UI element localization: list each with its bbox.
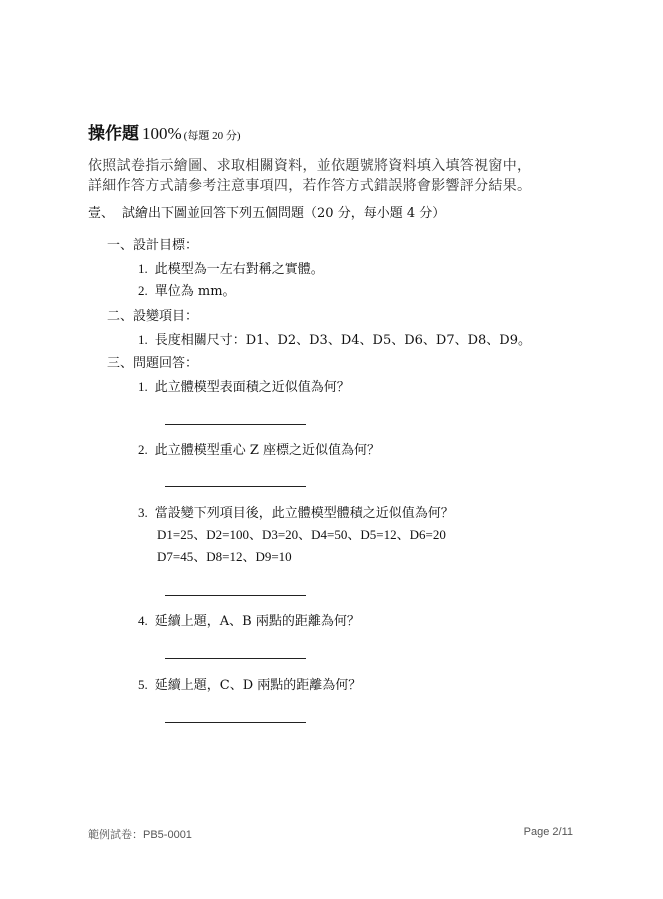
- item-number: 5.: [138, 677, 148, 692]
- change-item-1: [138, 329, 531, 348]
- page-title: [88, 119, 241, 144]
- item-text: 長度相關尺寸：D1、D2、D3、D4、D5、D6、D7、D8、D9。: [154, 333, 531, 348]
- item-text: 延續上題，C、D 兩點的距離為何？: [154, 678, 362, 693]
- design-goal-item-2: [138, 280, 236, 299]
- item-number: 2.: [138, 442, 148, 457]
- item-number: 1.: [138, 261, 148, 276]
- section-answers-heading: 三、問題回答：: [107, 356, 199, 371]
- section-design-goal-heading: 一、設計目標：: [107, 238, 199, 253]
- item-text: 此模型為一左右對稱之實體。: [154, 262, 324, 277]
- answer-blank-2: [165, 486, 306, 487]
- item-text: 當設變下列項目後，此立體模型體積之近似值為何？: [154, 506, 454, 521]
- item-number: 1.: [138, 332, 148, 347]
- section-change-items-heading: 二、設變項目：: [107, 309, 199, 324]
- question-number: 壹、: [88, 206, 115, 221]
- item-number: 4.: [138, 613, 148, 628]
- answer-blank-5: [165, 722, 306, 723]
- answer-question-1: [138, 376, 350, 395]
- title-text: 操作題: [88, 124, 139, 144]
- intro-line-1: 依照試卷指示繪圖、求取相關資料，並依題號將資料填入填答視窗中，: [88, 158, 532, 174]
- footer-page-number: Page 2/11: [523, 826, 573, 838]
- item-number: 2.: [138, 283, 148, 298]
- answer-question-5: [138, 674, 361, 693]
- answer-blank-3: [165, 595, 306, 596]
- item-number: 3.: [138, 505, 148, 520]
- answer-blank-4: [165, 658, 306, 659]
- question-text: 試繪出下圖並回答下列五個問題（20 分，每小題 4 分）: [122, 206, 446, 221]
- item-text: 此立體模型重心 Z 座標之近似值為何？: [154, 443, 381, 458]
- answer-question-3: [138, 502, 454, 521]
- title-score-note: (每題 20 分): [183, 130, 241, 142]
- footer-exam-id: 範例試卷：PB5-0001: [88, 829, 192, 841]
- intro-line-2: 詳細作答方式請參考注意事項四，若作答方式錯誤將會影響評分結果。: [88, 178, 532, 194]
- question-3-params-line-2: D7=45、D8=12、D9=10: [157, 549, 292, 564]
- item-text: 此立體模型表面積之近似值為何？: [154, 380, 350, 395]
- answer-blank-1: [165, 424, 306, 425]
- question-heading: [88, 202, 445, 221]
- answer-question-4: [138, 610, 360, 629]
- question-3-params-line-1: D1=25、D2=100、D3=20、D4=50、D5=12、D6=20: [157, 527, 446, 542]
- item-text: 單位為 mm。: [154, 284, 236, 299]
- design-goal-item-1: [138, 258, 324, 277]
- title-score: 100%: [142, 124, 182, 143]
- item-number: 1.: [138, 379, 148, 394]
- answer-question-2: [138, 439, 380, 458]
- item-text: 延續上題，A、B 兩點的距離為何？: [154, 614, 360, 629]
